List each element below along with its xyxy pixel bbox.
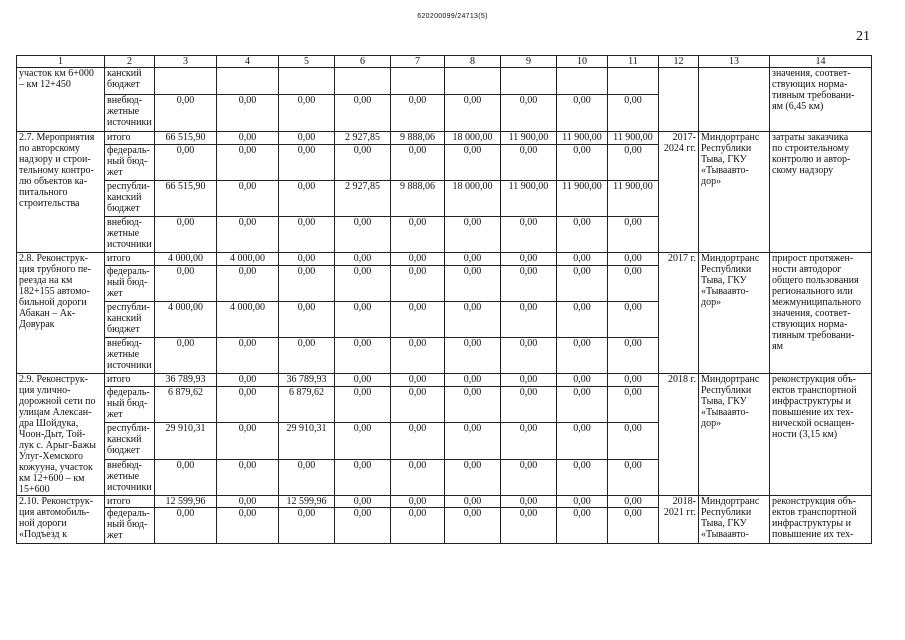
amount-cell: 0,00 (335, 302, 391, 338)
funding-source: внебюд- жетные источники (105, 217, 155, 253)
amount-cell (279, 68, 335, 95)
amount-cell: 0,00 (608, 387, 659, 423)
amount-cell: 0,00 (557, 302, 608, 338)
amount-cell: 0,00 (217, 459, 279, 495)
table-row (17, 253, 872, 266)
amount-cell: 0,00 (155, 338, 217, 374)
amount-cell: 0,00 (557, 508, 608, 544)
expected-result: значения, соответ- ствующих норма- тивным требовани- ям (6,45 км) (770, 68, 872, 132)
amount-cell: 0,00 (279, 338, 335, 374)
expected-result: реконструкция объ- ектов транспортной инфраструктуры и повышение их тех- нической оснащен- ности (3,15 км) (770, 374, 872, 496)
amount-cell: 0,00 (445, 423, 501, 459)
executor: Миндортранс Республики Тыва, ГКУ «Тываавто- дор» (699, 374, 770, 496)
amount-cell: 0,00 (501, 423, 557, 459)
amount-cell: 0,00 (217, 145, 279, 181)
amount-cell: 0,00 (608, 217, 659, 253)
column-number: 4 (217, 56, 279, 68)
amount-cell: 0,00 (155, 508, 217, 544)
funding-source: канский бюджет (105, 68, 155, 95)
amount-cell: 0,00 (557, 253, 608, 266)
amount-cell: 0,00 (217, 508, 279, 544)
column-number: 11 (608, 56, 659, 68)
column-number: 6 (335, 56, 391, 68)
amount-cell: 0,00 (155, 459, 217, 495)
amount-cell: 0,00 (279, 145, 335, 181)
amount-cell: 0,00 (608, 253, 659, 266)
amount-cell: 0,00 (501, 508, 557, 544)
column-number: 8 (445, 56, 501, 68)
amount-cell: 36 789,93 (155, 374, 217, 387)
amount-cell: 2 927,85 (335, 181, 391, 217)
amount-cell (557, 68, 608, 95)
amount-cell: 0,00 (335, 508, 391, 544)
column-number: 14 (770, 56, 872, 68)
amount-cell: 0,00 (608, 338, 659, 374)
funding-source: итого (105, 132, 155, 145)
amount-cell (445, 68, 501, 95)
amount-cell: 4 000,00 (155, 302, 217, 338)
amount-cell: 0,00 (445, 217, 501, 253)
column-number: 5 (279, 56, 335, 68)
expected-result: затраты заказчика по строительному контролю и автор- скому надзору (770, 132, 872, 253)
amount-cell: 0,00 (279, 217, 335, 253)
funding-source: республи- канский бюджет (105, 302, 155, 338)
amount-cell: 0,00 (391, 302, 445, 338)
amount-cell: 0,00 (217, 266, 279, 302)
amount-cell: 0,00 (501, 374, 557, 387)
column-number: 3 (155, 56, 217, 68)
amount-cell: 4 000,00 (217, 302, 279, 338)
amount-cell: 0,00 (445, 145, 501, 181)
amount-cell: 0,00 (445, 374, 501, 387)
amount-cell: 12 599,96 (155, 496, 217, 508)
amount-cell: 0,00 (557, 459, 608, 495)
amount-cell: 6 879,62 (279, 387, 335, 423)
amount-cell: 0,00 (608, 302, 659, 338)
amount-cell: 0,00 (391, 253, 445, 266)
amount-cell (155, 68, 217, 95)
budget-table (16, 55, 872, 544)
funding-source: федераль- ный бюд- жет (105, 266, 155, 302)
funding-source: внебюд- жетные источники (105, 459, 155, 495)
document-id: 620200099/24713(5) (417, 13, 488, 20)
amount-cell: 0,00 (608, 459, 659, 495)
executor (699, 68, 770, 132)
funding-source: федераль- ный бюд- жет (105, 387, 155, 423)
amount-cell: 29 910,31 (279, 423, 335, 459)
amount-cell: 0,00 (155, 145, 217, 181)
amount-cell: 0,00 (608, 374, 659, 387)
amount-cell (608, 68, 659, 95)
amount-cell: 0,00 (217, 387, 279, 423)
amount-cell: 9 888,06 (391, 132, 445, 145)
table-row (17, 374, 872, 387)
amount-cell: 0,00 (391, 217, 445, 253)
amount-cell: 0,00 (217, 181, 279, 217)
amount-cell (217, 68, 279, 95)
funding-source: итого (105, 374, 155, 387)
amount-cell: 0,00 (155, 266, 217, 302)
amount-cell: 36 789,93 (279, 374, 335, 387)
amount-cell: 0,00 (335, 266, 391, 302)
amount-cell: 0,00 (445, 459, 501, 495)
amount-cell: 0,00 (608, 145, 659, 181)
amount-cell: 66 515,90 (155, 181, 217, 217)
funding-source: итого (105, 496, 155, 508)
amount-cell: 0,00 (217, 338, 279, 374)
measure-name: 2.10. Реконструк- ция автомобиль- ной дороги «Подъезд к (17, 496, 105, 544)
amount-cell: 0,00 (557, 145, 608, 181)
amount-cell: 0,00 (608, 423, 659, 459)
amount-cell: 0,00 (335, 253, 391, 266)
amount-cell: 4 000,00 (155, 253, 217, 266)
amount-cell: 11 900,00 (557, 132, 608, 145)
period: 2017 г. (659, 253, 699, 374)
amount-cell: 0,00 (391, 374, 445, 387)
amount-cell: 0,00 (445, 508, 501, 544)
amount-cell: 0,00 (335, 387, 391, 423)
period: 2017- 2024 гг. (659, 132, 699, 253)
expected-result: реконструкция объ- ектов транспортной инфраструктуры и повышение их тех- (770, 496, 872, 544)
amount-cell: 2 927,85 (335, 132, 391, 145)
amount-cell: 0,00 (155, 95, 217, 132)
column-number: 2 (105, 56, 155, 68)
amount-cell: 9 888,06 (391, 181, 445, 217)
amount-cell: 0,00 (501, 253, 557, 266)
amount-cell: 0,00 (501, 459, 557, 495)
amount-cell: 0,00 (335, 217, 391, 253)
column-number: 12 (659, 56, 699, 68)
amount-cell: 0,00 (501, 145, 557, 181)
column-number: 9 (501, 56, 557, 68)
table-row (17, 132, 872, 145)
amount-cell: 4 000,00 (217, 253, 279, 266)
column-number-row (17, 56, 872, 68)
funding-source: внебюд- жетные источники (105, 338, 155, 374)
amount-cell: 11 900,00 (608, 132, 659, 145)
amount-cell: 0,00 (557, 374, 608, 387)
period: 2018- 2021 гг. (659, 496, 699, 544)
amount-cell: 0,00 (279, 181, 335, 217)
amount-cell: 0,00 (445, 95, 501, 132)
amount-cell (501, 68, 557, 95)
funding-source: республи- канский бюджет (105, 181, 155, 217)
amount-cell: 0,00 (501, 496, 557, 508)
amount-cell: 0,00 (335, 95, 391, 132)
table-row (17, 496, 872, 508)
amount-cell: 0,00 (217, 132, 279, 145)
column-number: 10 (557, 56, 608, 68)
amount-cell: 0,00 (445, 302, 501, 338)
amount-cell: 6 879,62 (155, 387, 217, 423)
amount-cell: 0,00 (501, 387, 557, 423)
column-number: 7 (391, 56, 445, 68)
amount-cell: 0,00 (557, 496, 608, 508)
amount-cell (335, 68, 391, 95)
amount-cell: 0,00 (557, 423, 608, 459)
amount-cell: 29 910,31 (155, 423, 217, 459)
amount-cell: 0,00 (501, 217, 557, 253)
amount-cell: 0,00 (217, 95, 279, 132)
amount-cell: 18 000,00 (445, 181, 501, 217)
amount-cell: 0,00 (445, 253, 501, 266)
amount-cell: 0,00 (501, 266, 557, 302)
period (659, 68, 699, 132)
amount-cell: 0,00 (501, 338, 557, 374)
measure-name: 2.8. Реконструк- ция трубного пе- реезда на км 182+155 автомо- бильной дороги Абакан – Ак- Довурак (17, 253, 105, 374)
amount-cell: 0,00 (608, 266, 659, 302)
amount-cell: 0,00 (445, 387, 501, 423)
amount-cell: 11 900,00 (608, 181, 659, 217)
amount-cell: 0,00 (279, 508, 335, 544)
executor: Миндортранс Республики Тыва, ГКУ «Тываавто- дор» (699, 253, 770, 374)
funding-source: внебюд- жетные источники (105, 95, 155, 132)
amount-cell: 0,00 (557, 266, 608, 302)
amount-cell: 0,00 (445, 496, 501, 508)
amount-cell: 0,00 (279, 253, 335, 266)
amount-cell: 0,00 (155, 217, 217, 253)
amount-cell: 0,00 (501, 95, 557, 132)
amount-cell: 0,00 (391, 145, 445, 181)
amount-cell: 0,00 (391, 508, 445, 544)
column-number: 13 (699, 56, 770, 68)
funding-source: республи- канский бюджет (105, 423, 155, 459)
amount-cell: 66 515,90 (155, 132, 217, 145)
amount-cell: 0,00 (279, 459, 335, 495)
amount-cell: 0,00 (279, 266, 335, 302)
amount-cell: 0,00 (391, 95, 445, 132)
amount-cell: 11 900,00 (501, 181, 557, 217)
amount-cell: 0,00 (391, 496, 445, 508)
amount-cell: 0,00 (608, 95, 659, 132)
period: 2018 г. (659, 374, 699, 496)
amount-cell: 0,00 (335, 423, 391, 459)
amount-cell: 0,00 (391, 459, 445, 495)
amount-cell: 0,00 (391, 266, 445, 302)
measure-name: участок км 6+000 – км 12+450 (17, 68, 105, 132)
amount-cell: 0,00 (608, 496, 659, 508)
amount-cell: 0,00 (557, 95, 608, 132)
amount-cell: 0,00 (335, 496, 391, 508)
amount-cell: 0,00 (557, 217, 608, 253)
amount-cell: 0,00 (217, 374, 279, 387)
executor: Миндортранс Республики Тыва, ГКУ «Тываавто- дор» (699, 132, 770, 253)
funding-source: итого (105, 253, 155, 266)
amount-cell: 0,00 (335, 374, 391, 387)
amount-cell: 0,00 (279, 302, 335, 338)
amount-cell: 11 900,00 (501, 132, 557, 145)
amount-cell: 0,00 (335, 459, 391, 495)
page-number: 21 (856, 29, 870, 44)
amount-cell: 0,00 (217, 423, 279, 459)
amount-cell: 0,00 (557, 338, 608, 374)
amount-cell: 0,00 (335, 145, 391, 181)
measure-name: 2.9. Реконструк- ция улично- дорожной сети по улицам Алексан- дра Шойдука, Чоон-Дыт, Той- лук с. Арыг-Бажы Улуг-Хемского кожууна, участок км 12+600 – км 15+600 (17, 374, 105, 496)
amount-cell: 0,00 (335, 338, 391, 374)
amount-cell: 0,00 (608, 508, 659, 544)
amount-cell: 0,00 (391, 423, 445, 459)
amount-cell: 12 599,96 (279, 496, 335, 508)
amount-cell (391, 68, 445, 95)
amount-cell: 0,00 (557, 387, 608, 423)
measure-name: 2.7. Мероприятия по авторскому надзору и строи- тельному контро- лю объектов ка- питального строительства (17, 132, 105, 253)
amount-cell: 0,00 (217, 496, 279, 508)
expected-result: прирост протяжен- ности автодорог общего пользования регионального или межмуниципального значения, соответ- ствующих норма- тивным требовани- ям (770, 253, 872, 374)
amount-cell: 0,00 (501, 302, 557, 338)
amount-cell: 0,00 (279, 132, 335, 145)
amount-cell: 18 000,00 (445, 132, 501, 145)
amount-cell: 0,00 (279, 95, 335, 132)
funding-source: федераль- ный бюд- жет (105, 508, 155, 544)
amount-cell: 11 900,00 (557, 181, 608, 217)
amount-cell: 0,00 (445, 266, 501, 302)
amount-cell: 0,00 (217, 217, 279, 253)
amount-cell: 0,00 (391, 338, 445, 374)
column-number: 1 (17, 56, 105, 68)
table-row (17, 68, 872, 95)
amount-cell: 0,00 (391, 387, 445, 423)
executor: Миндортранс Республики Тыва, ГКУ «Тываавто- (699, 496, 770, 544)
funding-source: федераль- ный бюд- жет (105, 145, 155, 181)
amount-cell: 0,00 (445, 338, 501, 374)
